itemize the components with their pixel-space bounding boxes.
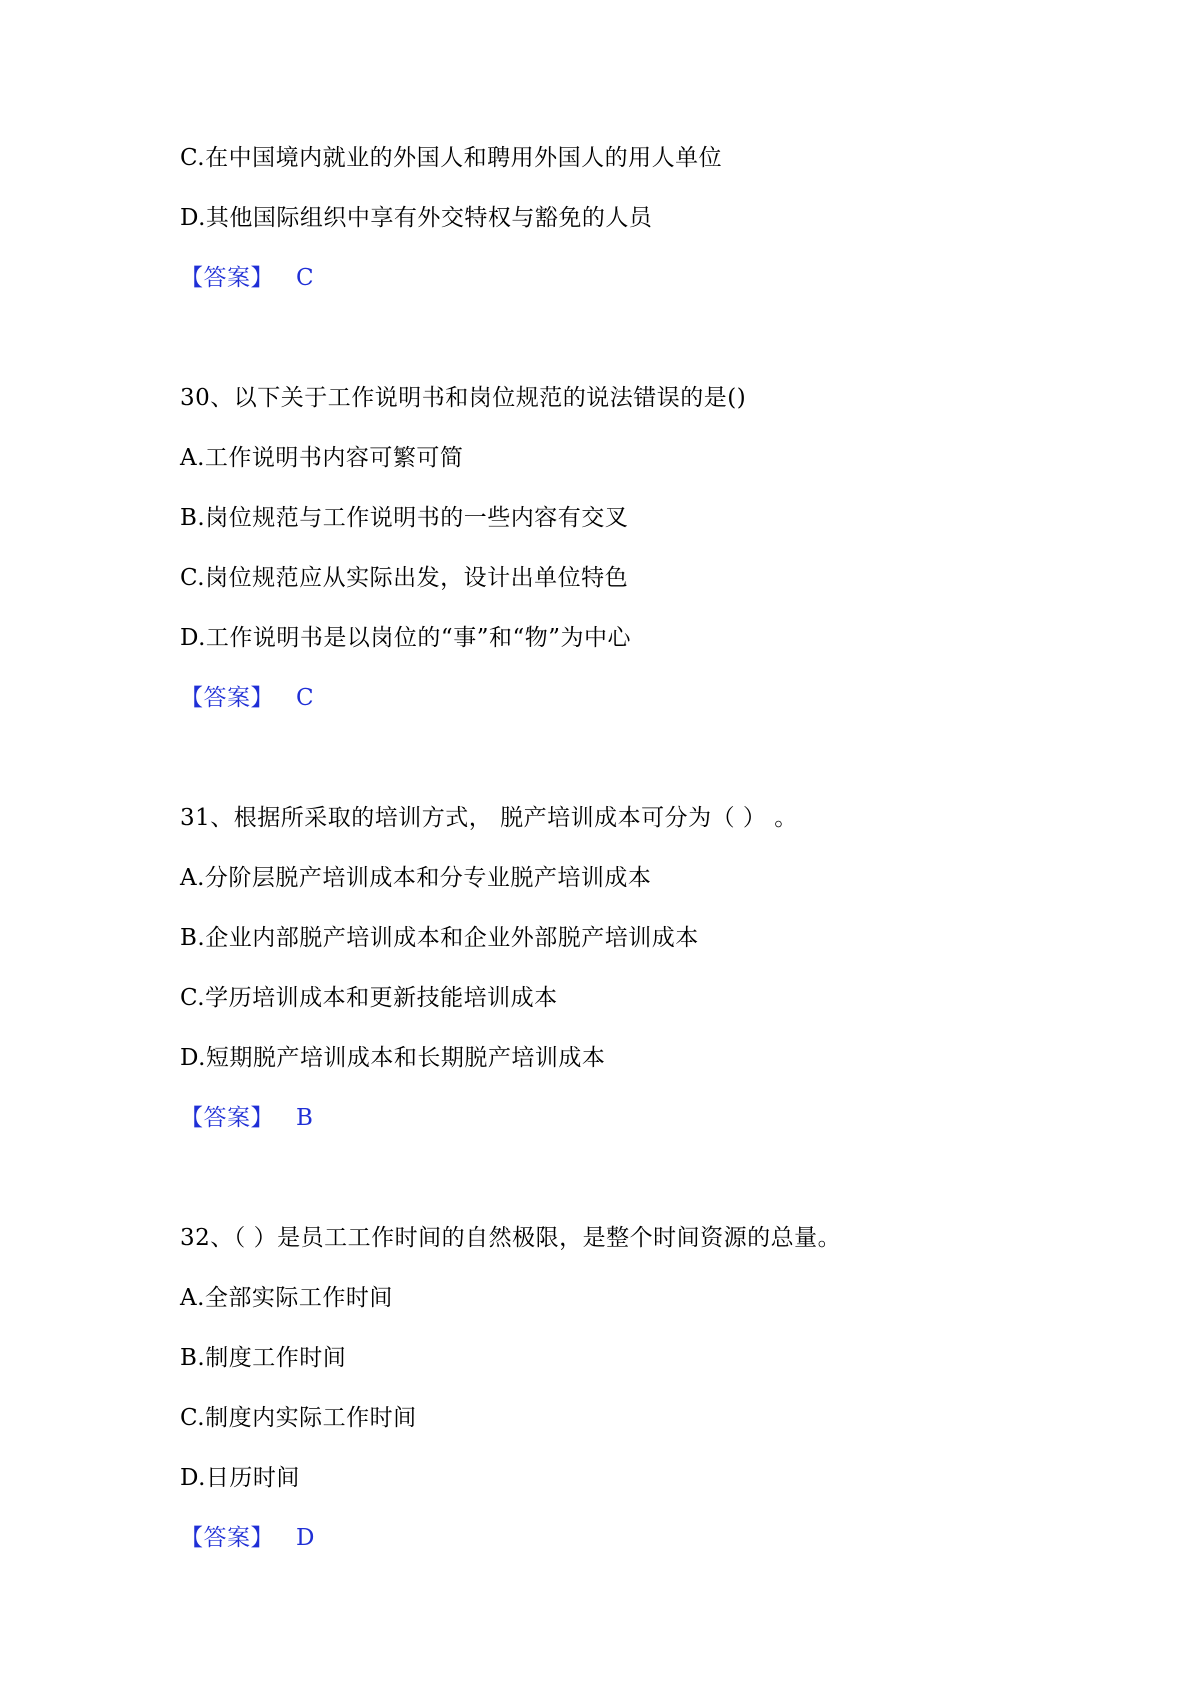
answer-value: D bbox=[296, 1525, 315, 1551]
option-c: C.制度内实际工作时间 bbox=[180, 1405, 417, 1431]
option-a: A.分阶层脱产培训成本和分专业脱产培训成本 bbox=[180, 865, 652, 891]
option-c: C.岗位规范应从实际出发，设计出单位特色 bbox=[180, 565, 629, 591]
option-d: D.其他国际组织中享有外交特权与豁免的人员 bbox=[180, 205, 653, 231]
option-a: A.全部实际工作时间 bbox=[180, 1285, 393, 1311]
option-a: A.工作说明书内容可繁可简 bbox=[180, 445, 464, 471]
answer-value: B bbox=[296, 1105, 314, 1131]
option-b: B.岗位规范与工作说明书的一些内容有交叉 bbox=[180, 505, 629, 531]
option-d: D.日历时间 bbox=[180, 1465, 300, 1491]
option-b: B.企业内部脱产培训成本和企业外部脱产培训成本 bbox=[180, 925, 699, 951]
answer-line bbox=[180, 683, 314, 713]
answer-label: 【答案】 bbox=[180, 265, 274, 291]
option-c: C.学历培训成本和更新技能培训成本 bbox=[180, 985, 558, 1011]
answer-line bbox=[180, 263, 314, 293]
answer-value: C bbox=[296, 265, 315, 291]
question-title: 30、以下关于工作说明书和岗位规范的说法错误的是() bbox=[180, 385, 747, 411]
answer-value: C bbox=[296, 685, 315, 711]
answer-line bbox=[180, 1103, 313, 1133]
question-title: 31、根据所采取的培训方式， 脱产培训成本可分为（ ） 。 bbox=[180, 805, 798, 831]
option-c: C.在中国境内就业的外国人和聘用外国人的用人单位 bbox=[180, 145, 723, 171]
option-d: D.工作说明书是以岗位的“事”和“物”为中心 bbox=[180, 625, 631, 651]
option-b: B.制度工作时间 bbox=[180, 1345, 347, 1371]
answer-label: 【答案】 bbox=[180, 1105, 274, 1131]
question-title: 32、（ ）是员工工作时间的自然极限，是整个时间资源的总量。 bbox=[180, 1225, 842, 1251]
answer-line bbox=[180, 1523, 315, 1553]
answer-label: 【答案】 bbox=[180, 685, 274, 711]
option-d: D.短期脱产培训成本和长期脱产培训成本 bbox=[180, 1045, 606, 1071]
answer-label: 【答案】 bbox=[180, 1525, 274, 1551]
